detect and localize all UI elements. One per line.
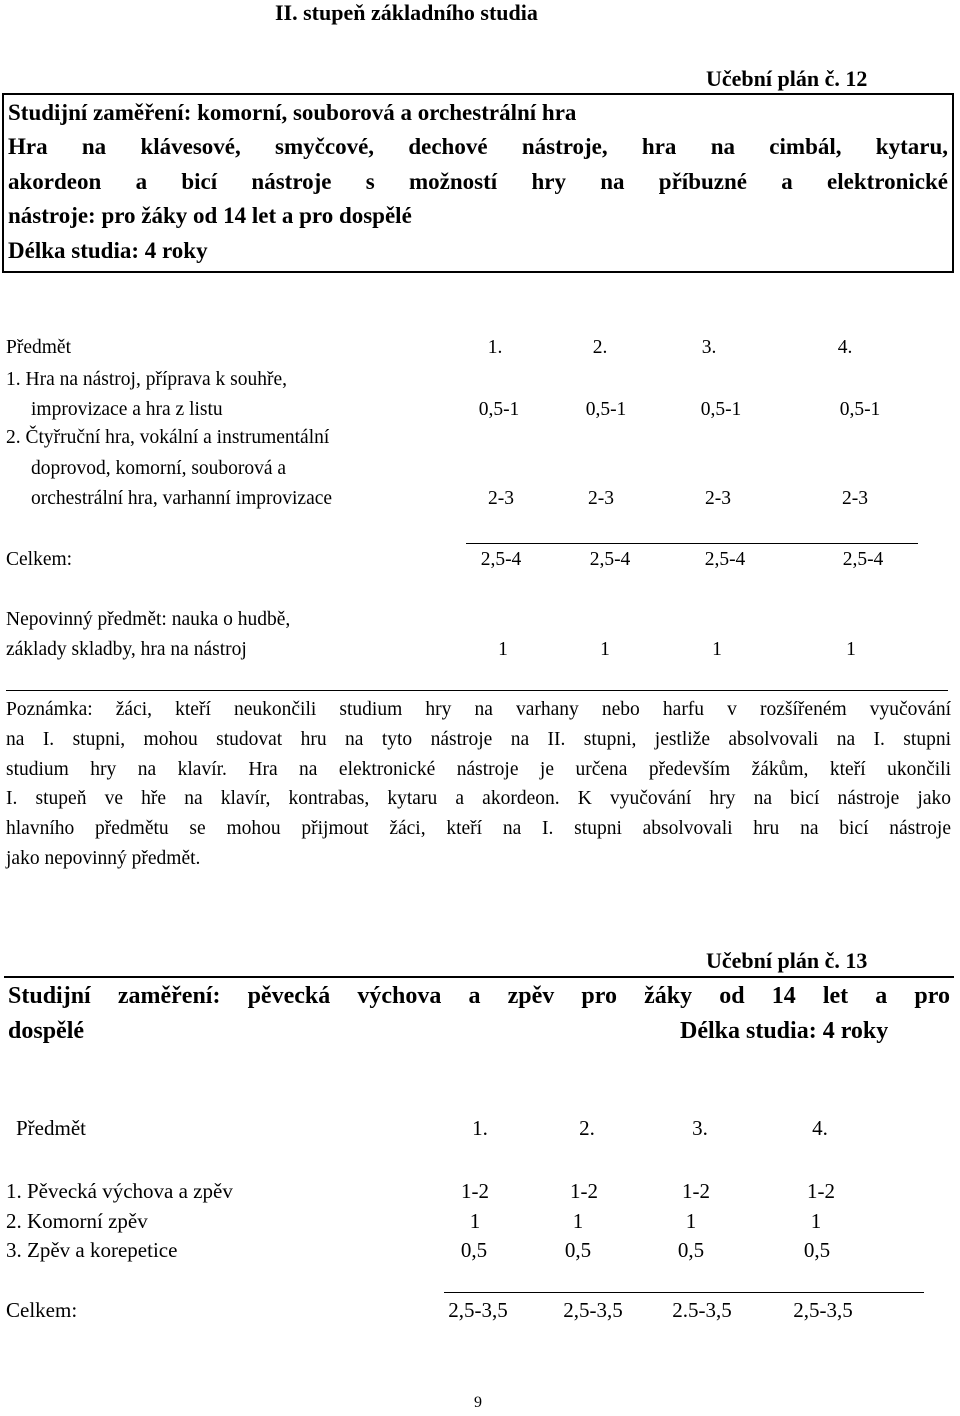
plan-13-duration: Délka studia: 4 roky — [680, 1018, 889, 1044]
table-header-subject: Předmět — [6, 337, 71, 358]
table-cell: 1 — [685, 1209, 697, 1233]
plan-12-box-line: Studijní zaměření: komorní, souborová a orchestrální hra — [8, 100, 577, 125]
table-total-cell: 2,5-4 — [704, 549, 746, 570]
plan-13-heading-dospele: dospělé — [8, 1018, 85, 1044]
table-cell: 0,5-1 — [700, 399, 742, 420]
plan-12-box-line: Délka studia: 4 roky — [8, 238, 208, 263]
table-row-label: 1. Hra na nástroj, příprava k souhře, — [6, 369, 288, 390]
table-header-subject: Předmět — [16, 1116, 86, 1140]
table-header-year: 3. — [692, 1116, 708, 1140]
note-line: studium hry na klavír. Hra na elektronické nástroje je určena především žákům, kteří ukončili — [6, 759, 951, 780]
table-cell: 1-2 — [682, 1179, 710, 1203]
table-cell: 1 — [810, 1209, 822, 1233]
table-total-cell: 2,5-3,5 — [448, 1298, 508, 1322]
table-cell: 0,5 — [677, 1238, 705, 1262]
table-cell: 2-3 — [588, 488, 614, 509]
table-cell: 1-2 — [461, 1179, 489, 1203]
table-total-cell: 2,5-3,5 — [793, 1298, 853, 1322]
total-divider — [466, 543, 918, 544]
plan-12-box-line: nástroje: pro žáky od 14 let a pro dospělé — [8, 203, 412, 228]
note-line: Poznámka: žáci, kteří neukončili studium hry na varhany nebo harfu v rozšířeném vyučování — [6, 699, 951, 720]
optional-cell: 1 — [712, 639, 722, 660]
table-cell: 2-3 — [488, 488, 514, 509]
plan-12-box-line: Hra na klávesové, smyčcové, dechové nástroje, hra na cimbál, kytaru, — [8, 134, 948, 159]
table-total-label: Celkem: — [6, 549, 73, 570]
table-row-label: 2. Čtyřruční hra, vokální a instrumentální — [6, 427, 330, 448]
table-cell: 2-3 — [705, 488, 731, 509]
table-total-cell: 2,5-3,5 — [563, 1298, 623, 1322]
table-cell: 0,5-1 — [478, 399, 520, 420]
optional-cell: 1 — [846, 639, 856, 660]
note-line: I. stupeň ve hře na klavír, kontrabas, kytaru a akordeon. K vyučování hry na bicí nástroje jako — [6, 788, 951, 809]
table-row-label: improvizace a hra z listu — [31, 399, 223, 420]
optional-subject-label: základy skladby, hra na nástroj — [6, 639, 247, 660]
table-row-label: 3. Zpěv a korepetice — [6, 1238, 178, 1262]
optional-cell: 1 — [498, 639, 508, 660]
table-total-label: Celkem: — [6, 1298, 78, 1322]
table-header-year: 3. — [701, 337, 717, 358]
plan-13-top-rule — [4, 976, 954, 978]
note-line: hlavního předmětu se mohou přijmout žáci, kteří na I. stupni absolvovali hru na bicí nástroje — [6, 818, 951, 839]
table-header-year: 1. — [487, 337, 503, 358]
table-cell: 1-2 — [807, 1179, 835, 1203]
note-line: jako nepovinný předmět. — [6, 848, 201, 869]
note-line: na I. stupni, mohou studovat hru na tyto nástroje na II. stupni, jestliže absolvovali na I. stupni — [6, 729, 951, 750]
optional-subject-label: Nepovinný předmět: nauka o hudbě, — [6, 609, 291, 630]
table-cell: 0,5-1 — [839, 399, 881, 420]
note-divider — [6, 690, 948, 691]
table-row-label: doprovod, komorní, souborová a — [31, 458, 287, 479]
table-cell: 0,5 — [460, 1238, 488, 1262]
table-cell: 1-2 — [570, 1179, 598, 1203]
table-row-label: 1. Pěvecká výchova a zpěv — [6, 1179, 233, 1203]
optional-cell: 1 — [600, 639, 610, 660]
plan-12-box-line: akordeon a bicí nástroje s možností hry na příbuzné a elektronické — [8, 169, 948, 194]
table-total-cell: 2,5-4 — [480, 549, 522, 570]
table-row-label: orchestrální hra, varhanní improvizace — [31, 488, 333, 509]
table-cell: 0,5 — [803, 1238, 831, 1262]
table-header-year: 1. — [472, 1116, 488, 1140]
table-header-year: 4. — [812, 1116, 828, 1140]
page-title: II. stupeň základního studia — [275, 0, 538, 25]
plan-13-heading-line: Studijní zaměření: pěvecká výchova a zpěv pro žáky od 14 let a pro — [8, 983, 950, 1009]
table-cell: 0,5-1 — [585, 399, 627, 420]
table-cell: 1 — [469, 1209, 481, 1233]
table-header-year: 2. — [592, 337, 608, 358]
table-header-year: 4. — [837, 337, 853, 358]
table-cell: 1 — [572, 1209, 584, 1233]
table-cell: 0,5 — [564, 1238, 592, 1262]
table-header-year: 2. — [579, 1116, 595, 1140]
table-total-cell: 2,5-4 — [589, 549, 631, 570]
page-number: 9 — [474, 1394, 482, 1411]
table-total-cell: 2,5-4 — [842, 549, 884, 570]
table-row-label: 2. Komorní zpěv — [6, 1209, 148, 1233]
table-cell: 2-3 — [842, 488, 868, 509]
plan-13-label: Učební plán č. 13 — [706, 948, 868, 973]
table-total-cell: 2.5-3,5 — [672, 1298, 732, 1322]
plan-12-label: Učební plán č. 12 — [706, 66, 868, 91]
total-divider — [444, 1292, 924, 1293]
